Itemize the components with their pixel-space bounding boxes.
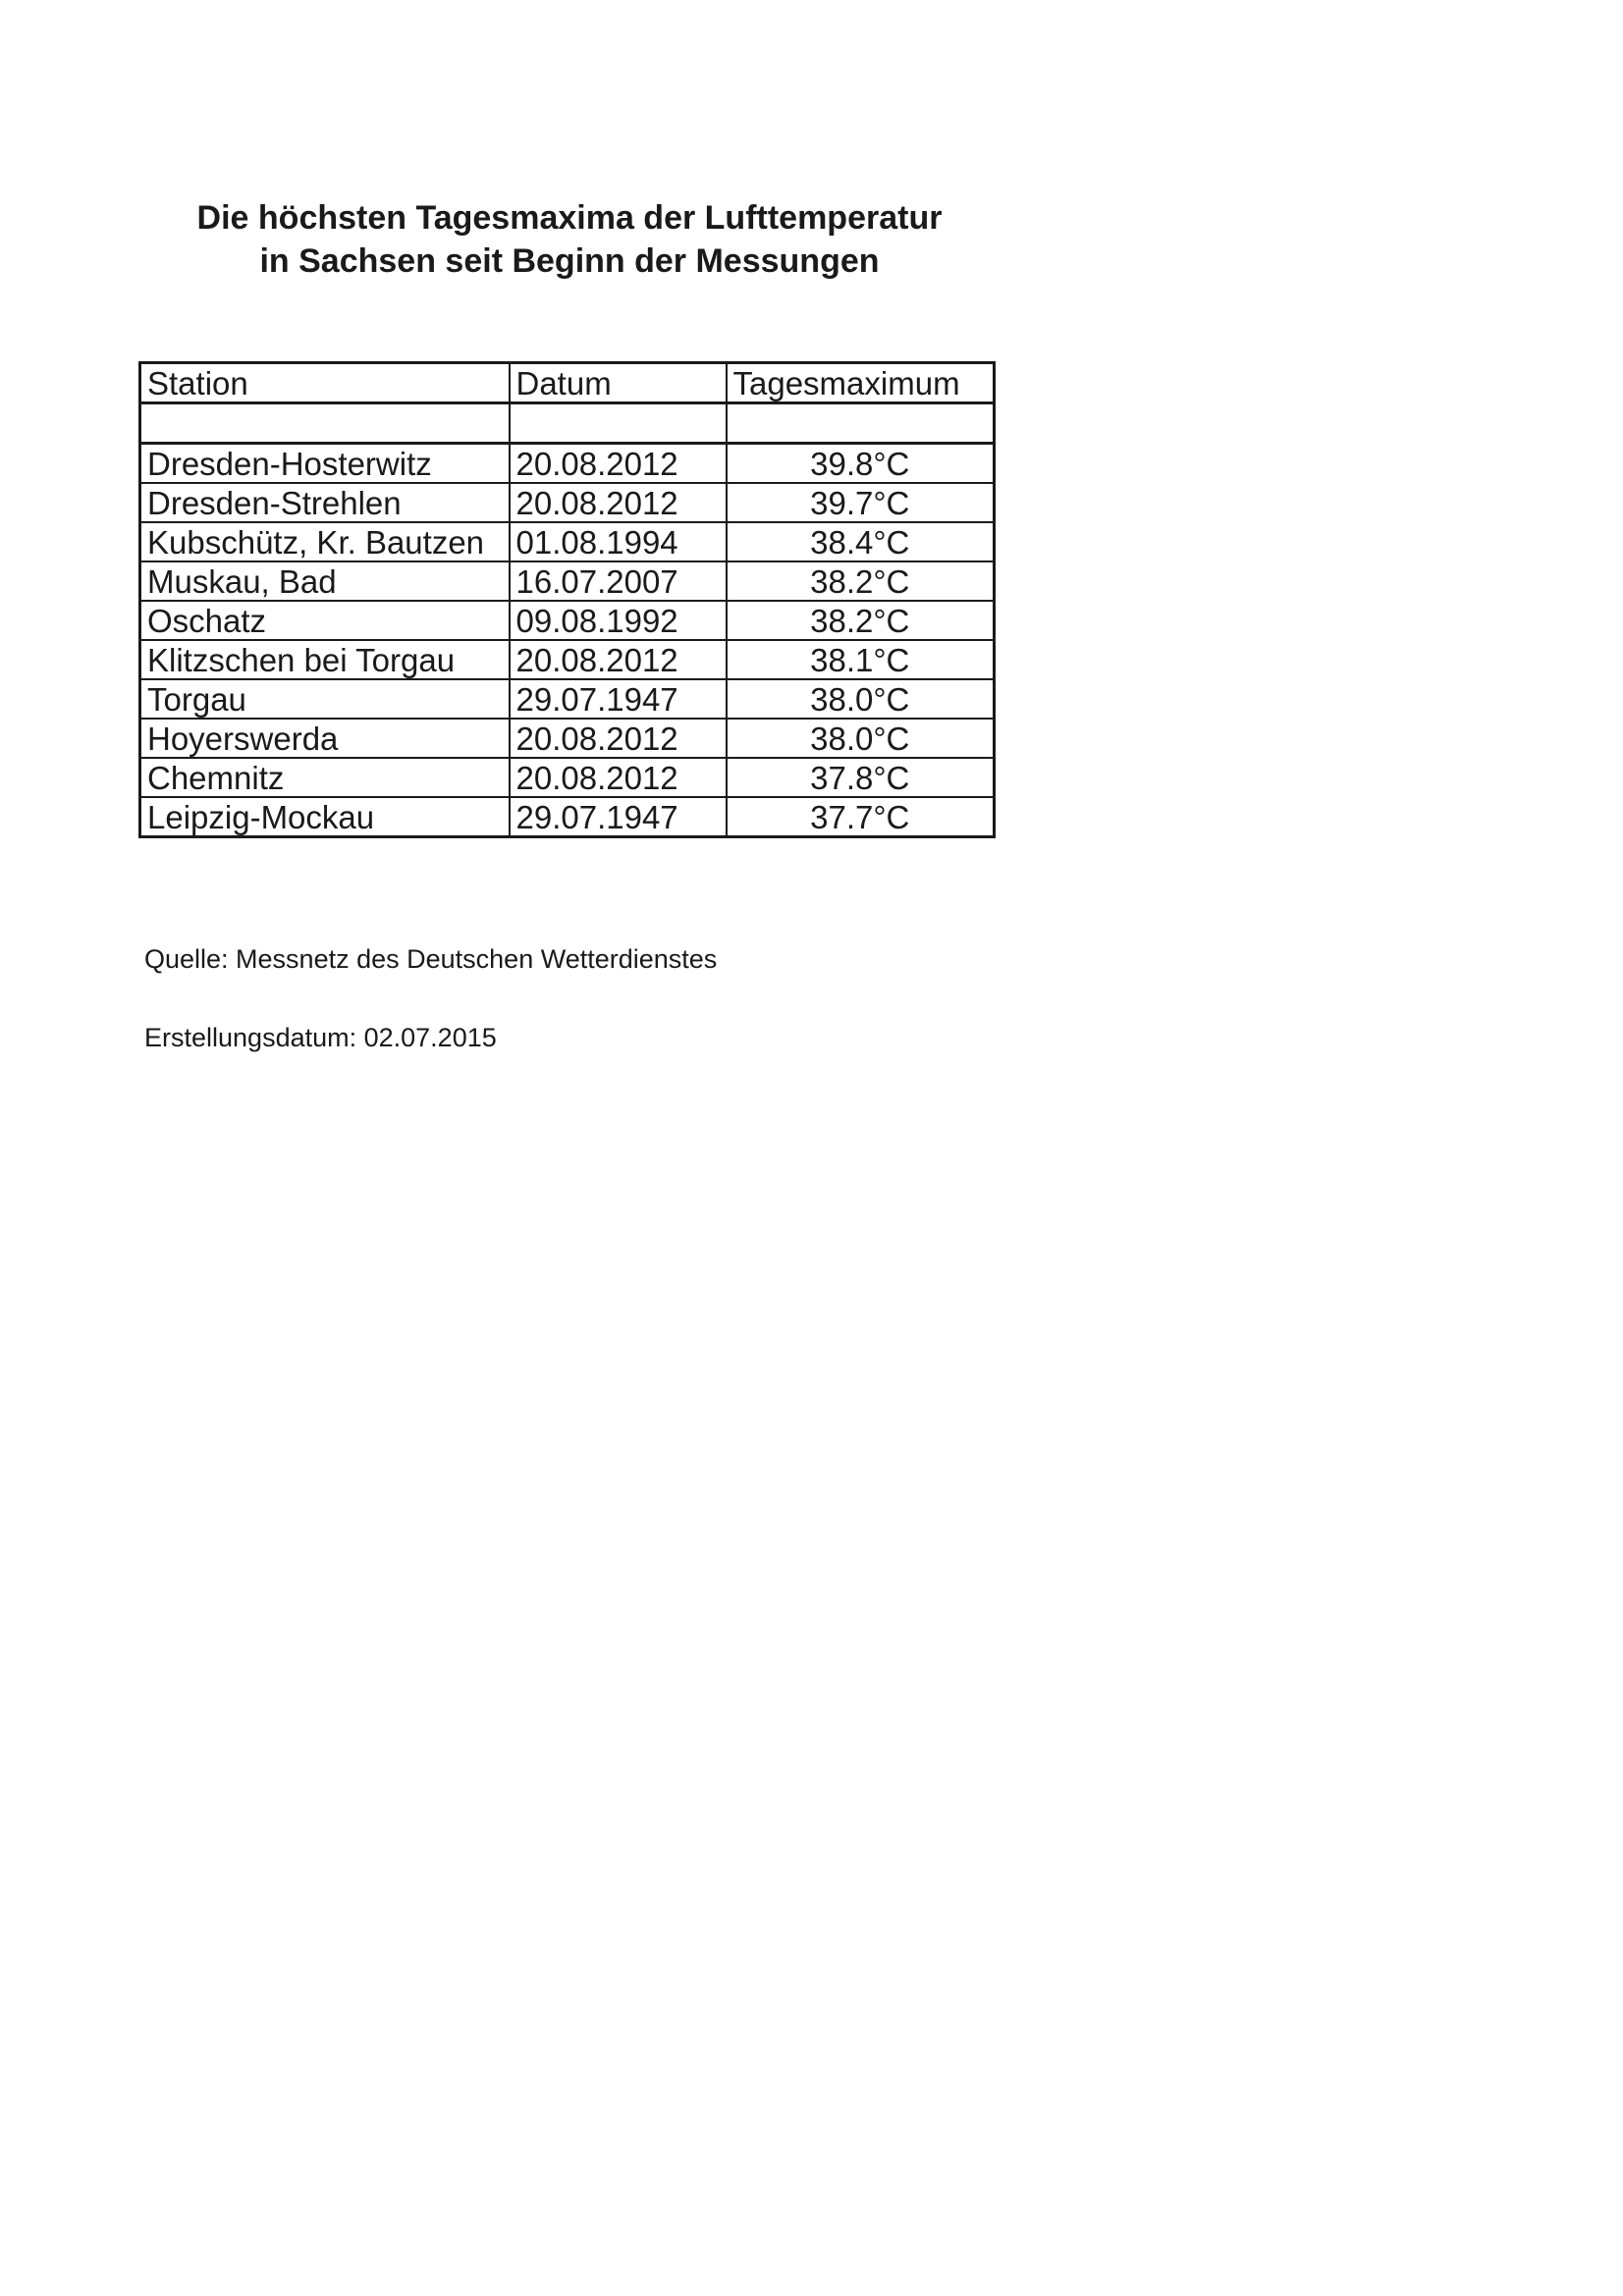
table-row <box>140 679 995 719</box>
station-cell: Chemnitz <box>140 758 510 797</box>
maximum-cell: 37.8°C <box>727 758 995 797</box>
station-cell: Dresden-Strehlen <box>140 483 510 522</box>
maximum-cell: 37.7°C <box>727 797 995 837</box>
header-maximum: Tagesmaximum <box>727 363 995 403</box>
table-row <box>140 444 995 484</box>
temperature-maxima-table <box>138 361 996 838</box>
empty-cell <box>727 403 995 444</box>
date-cell: 09.08.1992 <box>510 601 727 640</box>
station-cell: Torgau <box>140 679 510 719</box>
date-cell: 20.08.2012 <box>510 483 727 522</box>
station-cell: Dresden-Hosterwitz <box>140 444 510 484</box>
maximum-cell: 38.0°C <box>727 679 995 719</box>
station-cell: Klitzschen bei Torgau <box>140 640 510 679</box>
source-note: Quelle: Messnetz des Deutschen Wetterdienstes <box>144 944 718 974</box>
date-cell: 29.07.1947 <box>510 679 727 719</box>
date-cell: 20.08.2012 <box>510 758 727 797</box>
station-cell: Leipzig-Mockau <box>140 797 510 837</box>
maximum-cell: 39.7°C <box>727 483 995 522</box>
table-row <box>140 758 995 797</box>
date-cell: 16.07.2007 <box>510 561 727 601</box>
date-cell: 20.08.2012 <box>510 640 727 679</box>
station-cell: Kubschütz, Kr. Bautzen <box>140 522 510 561</box>
date-cell: 20.08.2012 <box>510 444 727 484</box>
table-header-row <box>140 363 995 403</box>
station-cell: Hoyerswerda <box>140 719 510 758</box>
maximum-cell: 38.1°C <box>727 640 995 679</box>
document-title <box>137 196 1001 283</box>
date-cell: 20.08.2012 <box>510 719 727 758</box>
creation-date: Erstellungsdatum: 02.07.2015 <box>144 1023 497 1052</box>
table-row <box>140 601 995 640</box>
maximum-cell: 38.4°C <box>727 522 995 561</box>
title-line-1: Die höchsten Tagesmaxima der Lufttemperatur <box>196 199 943 237</box>
maximum-cell: 38.2°C <box>727 601 995 640</box>
header-station: Station <box>140 363 510 403</box>
empty-cell <box>140 403 510 444</box>
maximum-cell: 38.0°C <box>727 719 995 758</box>
station-cell: Muskau, Bad <box>140 561 510 601</box>
maximum-cell: 39.8°C <box>727 444 995 484</box>
title-line-2: in Sachsen seit Beginn der Messungen <box>259 242 880 280</box>
table-row <box>140 797 995 837</box>
date-cell: 01.08.1994 <box>510 522 727 561</box>
table-row <box>140 483 995 522</box>
table-row <box>140 522 995 561</box>
station-cell: Oschatz <box>140 601 510 640</box>
empty-row <box>140 403 995 444</box>
date-cell: 29.07.1947 <box>510 797 727 837</box>
empty-cell <box>510 403 727 444</box>
table-row <box>140 719 995 758</box>
maximum-cell: 38.2°C <box>727 561 995 601</box>
table-row <box>140 561 995 601</box>
table-row <box>140 640 995 679</box>
header-datum: Datum <box>510 363 727 403</box>
